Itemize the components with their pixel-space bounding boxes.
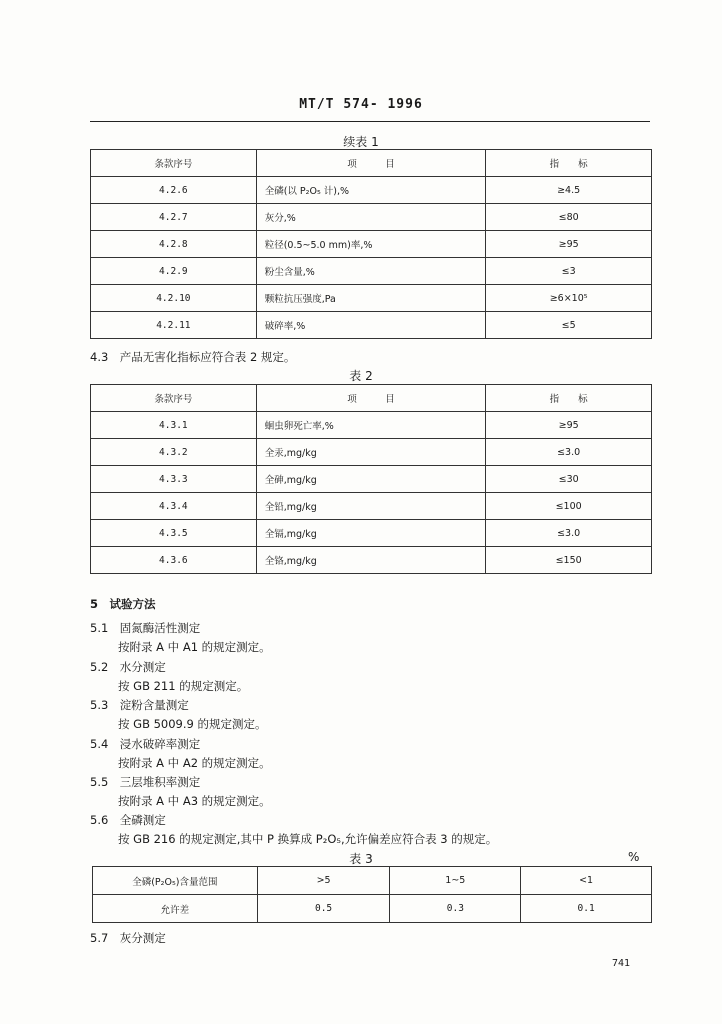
item-name: 全磷(以 P₂O₅ 计),% — [256, 177, 486, 204]
table2-header-clause: 条款序号 — [91, 385, 257, 412]
table2 — [90, 384, 652, 574]
table3-unit: % — [628, 850, 640, 864]
table1-header-item: 项 目 — [256, 150, 486, 177]
clause-5-2-heading: 5.2 水分测定 — [90, 660, 166, 674]
clause-5-6-body: 按 GB 216 的规定测定,其中 P 换算成 P₂O₅,允许偏差应符合表 3 的规定。 — [118, 832, 498, 846]
table1 — [90, 149, 652, 339]
clause-5-7-heading: 5.7 灰分测定 — [90, 931, 166, 945]
index-value: ≥6×10⁵ — [486, 285, 652, 312]
clause-5-3-heading: 5.3 淀粉含量测定 — [90, 698, 189, 712]
index-value: ≤30 — [486, 466, 652, 493]
clause-number: 4.2.11 — [91, 312, 257, 339]
item-name: 灰分,% — [256, 204, 486, 231]
table3-range-mid: 1~5 — [390, 867, 521, 895]
table2-header-item: 项 目 — [256, 385, 486, 412]
table-row — [91, 412, 652, 439]
clause-number: 4.3.6 — [91, 547, 257, 574]
clause-number: 4.2.6 — [91, 177, 257, 204]
table2-header-index: 指 标 — [486, 385, 652, 412]
clause-number: 4.2.9 — [91, 258, 257, 285]
item-name: 全镉,mg/kg — [256, 520, 486, 547]
table3-range-low: <1 — [521, 867, 652, 895]
table1-caption: 续表 1 — [343, 135, 379, 149]
index-value: ≤3 — [486, 258, 652, 285]
clause-5-4-body: 按附录 A 中 A2 的规定测定。 — [118, 756, 271, 770]
standard-header: MT/T 574- 1996 — [299, 97, 423, 112]
index-value: ≥95 — [486, 231, 652, 258]
table3-range-high: >5 — [257, 867, 390, 895]
table-row — [91, 547, 652, 574]
clause-5-2-body: 按 GB 211 的规定测定。 — [118, 679, 249, 693]
index-value: ≤5 — [486, 312, 652, 339]
clause-number: 4.3.2 — [91, 439, 257, 466]
table-row — [91, 258, 652, 285]
page-number: 741 — [612, 958, 631, 969]
table3-tolerance-label: 允许差 — [93, 895, 258, 923]
clause-number: 4.2.7 — [91, 204, 257, 231]
table3-tolerance-low: 0.1 — [521, 895, 652, 923]
item-name: 全铬,mg/kg — [256, 547, 486, 574]
table3-caption: 表 3 — [349, 852, 373, 866]
clause-number: 4.3.4 — [91, 493, 257, 520]
table-row — [91, 177, 652, 204]
clause-5-6-heading: 5.6 全磷测定 — [90, 813, 166, 827]
table-row — [93, 895, 652, 923]
header-rule — [90, 121, 650, 122]
table-row — [91, 520, 652, 547]
table-row — [91, 312, 652, 339]
clause-number: 4.3.3 — [91, 466, 257, 493]
table-row — [91, 204, 652, 231]
index-value: ≥4.5 — [486, 177, 652, 204]
item-name: 全汞,mg/kg — [256, 439, 486, 466]
clause-number: 4.3.5 — [91, 520, 257, 547]
clause-5-1-heading: 5.1 固氮酶活性测定 — [90, 621, 201, 635]
table3-header-row — [93, 867, 652, 895]
table-row — [91, 285, 652, 312]
table-row — [91, 439, 652, 466]
table1-header-row — [91, 150, 652, 177]
index-value: ≤100 — [486, 493, 652, 520]
table2-caption: 表 2 — [349, 369, 373, 383]
clause-5-4-heading: 5.4 浸水破碎率测定 — [90, 737, 201, 751]
section-5-title: 5 试验方法 — [90, 597, 156, 611]
table1-header-index: 指 标 — [486, 150, 652, 177]
table1-header-clause: 条款序号 — [91, 150, 257, 177]
table-row — [91, 466, 652, 493]
table-row — [91, 493, 652, 520]
table3-tolerance-high: 0.5 — [257, 895, 390, 923]
clause-5-5-body: 按附录 A 中 A3 的规定测定。 — [118, 794, 271, 808]
index-value: ≤3.0 — [486, 520, 652, 547]
table3 — [92, 866, 652, 923]
paragraph-4-3: 4.3 产品无害化指标应符合表 2 规定。 — [90, 350, 296, 364]
clause-5-3-body: 按 GB 5009.9 的规定测定。 — [118, 717, 267, 731]
index-value: ≤3.0 — [486, 439, 652, 466]
item-name: 粒径(0.5~5.0 mm)率,% — [256, 231, 486, 258]
item-name: 蛔虫卵死亡率,% — [256, 412, 486, 439]
table3-tolerance-mid: 0.3 — [390, 895, 521, 923]
item-name: 全砷,mg/kg — [256, 466, 486, 493]
index-value: ≤80 — [486, 204, 652, 231]
index-value: ≥95 — [486, 412, 652, 439]
clause-number: 4.3.1 — [91, 412, 257, 439]
clause-number: 4.2.10 — [91, 285, 257, 312]
clause-number: 4.2.8 — [91, 231, 257, 258]
table-row — [91, 231, 652, 258]
clause-5-5-heading: 5.5 三层堆积率测定 — [90, 775, 201, 789]
item-name: 粉尘含量,% — [256, 258, 486, 285]
item-name: 颗粒抗压强度,Pa — [256, 285, 486, 312]
table3-range-label: 全磷(P₂O₅)含量范围 — [93, 867, 258, 895]
table2-header-row — [91, 385, 652, 412]
item-name: 破碎率,% — [256, 312, 486, 339]
item-name: 全铅,mg/kg — [256, 493, 486, 520]
clause-5-1-body: 按附录 A 中 A1 的规定测定。 — [118, 640, 271, 654]
index-value: ≤150 — [486, 547, 652, 574]
